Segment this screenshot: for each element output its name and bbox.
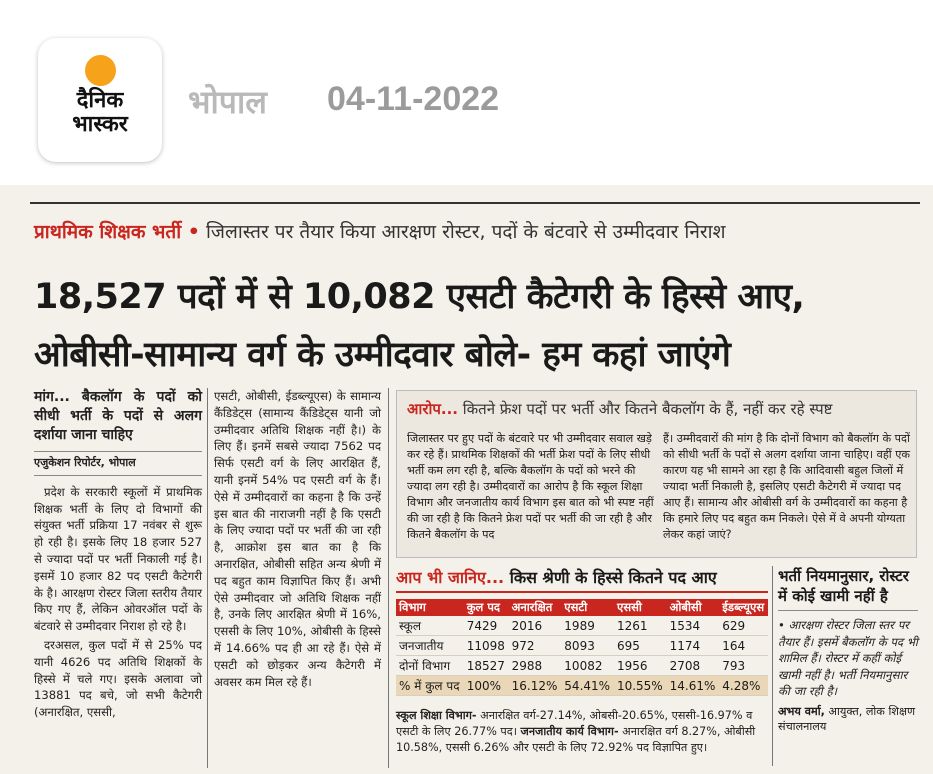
article-kicker	[34, 218, 726, 244]
table-cell: दोनों विभाग	[396, 656, 464, 676]
table-cell: 16.12%	[509, 676, 562, 696]
table-cell: 2016	[509, 616, 562, 636]
article-paragraph-2: दरअसल, कुल पदों में से 25% पद यानी 4626 पद अतिथि शिक्षकों के हिस्से में चले गए। इसके अलावा जो 13881 पद बचे, जो सभी कैटेगरी (अनारक्षित, एससी,	[34, 637, 202, 720]
table-cell: 100%	[464, 676, 509, 696]
headline-line2: ओबीसी-सामान्य वर्ग के उम्मीदवार बोले- हम कहां जाएंगे	[34, 335, 731, 375]
statement-signature	[778, 704, 918, 734]
edition-city: भोपाल	[188, 83, 267, 121]
table-cell: 1989	[561, 616, 614, 636]
table-cell: 54.41%	[561, 676, 614, 696]
byline: एजुकेशन रिपोर्टर, भोपाल	[34, 451, 202, 476]
department-breakdown-note	[396, 708, 768, 756]
table-cell: 2708	[667, 656, 720, 676]
allegation-label: आरोप...	[407, 400, 458, 418]
table-cell: 18527	[464, 656, 509, 676]
table-row	[396, 636, 768, 656]
table-cell: 1534	[667, 616, 720, 636]
table-cell: 7429	[464, 616, 509, 636]
note1-label: स्कूल शिक्षा विभाग-	[396, 709, 477, 722]
know-label: आप भी जानिए...	[396, 568, 505, 587]
table-row	[396, 616, 768, 636]
article-column-1	[34, 388, 202, 723]
table-cell: 1174	[667, 636, 720, 656]
column-divider	[772, 566, 773, 766]
posts-table	[396, 599, 768, 696]
logo-line1: दैनिक	[76, 88, 124, 113]
note1-text: अनारक्षित वर्ग-27.14%, ओबसी-20.65%, एससी-16.97% व एसटी के लिए 26.77% पद।	[396, 709, 753, 738]
column-header: विभाग	[396, 599, 464, 616]
dainik-bhaskar-logo[interactable]	[38, 38, 162, 162]
table-cell: 1261	[614, 616, 667, 636]
official-name: अभय वर्मा,	[778, 704, 825, 718]
column-divider	[207, 388, 208, 768]
table-cell: जनजातीय	[396, 636, 464, 656]
table-cell: स्कूल	[396, 616, 464, 636]
allegation-title	[407, 399, 832, 419]
know-heading: किस श्रेणी के हिस्से कितने पद आए	[509, 568, 717, 587]
headline-line1: 18,527 पदों में से 10,082 एसटी कैटेगरी के हिस्से आए,	[34, 277, 805, 317]
app-header	[0, 0, 933, 185]
table-row-percent	[396, 676, 768, 696]
column-divider	[388, 388, 389, 768]
column-header: अनारक्षित	[509, 599, 562, 616]
column-header: ईडब्ल्यूएस	[719, 599, 768, 616]
column-header: एससी	[614, 599, 667, 616]
column-header: एसटी	[561, 599, 614, 616]
allegation-text-2: हैं। उम्मीदवारों की मांग है कि दोनों विभाग को बैकलॉग के पदों को सीधी भर्ती के पदों से अलग दर्शाया जाना चाहिए। वहीं एक कारण यह भी सामने आ रहा है कि आदिवासी बहुल जिलों में ज्यादा भर्ती निकाली है, इसलिए एसटी कैटेगरी में ज्यादा पद आए हैं। सामान्य और ओबीसी वर्ग के उम्मीदवारों का कहना है कि हमारे लिए पद बहुत कम निकले। ऐसे में वे अपनी योग्यता लेकर कहां जाएं?	[663, 432, 911, 541]
table-cell: 164	[719, 636, 768, 656]
table-cell: 793	[719, 656, 768, 676]
allegation-text-1: जिलास्तर पर हुए पदों के बंटवारे पर भी उम्मीदवार सवाल खड़े कर रहे हैं। प्राथमिक शिक्षकों की भर्ती फ्रेश पदों के लिए सीधी भर्ती कम लग रही है, बल्कि बैकलॉग के पदों को भरने की ज्यादा लग रही है। उम्मीदवारों का आरोप है कि स्कूल शिक्षा विभाग और जनजातीय कार्य विभाग इस बात को भी स्पष्ट नहीं की जा रही है कि कितने फ्रेश पदों पर भर्ती की जा रही है और कितने बैकलॉग के पद	[407, 432, 654, 541]
table-cell: % में कुल पद	[396, 676, 464, 696]
column-header: ओबीसी	[667, 599, 720, 616]
edition-date: 04-11-2022	[327, 80, 500, 118]
table-cell: 10082	[561, 656, 614, 676]
sun-icon	[85, 55, 116, 86]
column-header: कुल पद	[464, 599, 509, 616]
allegation-box	[396, 390, 917, 558]
table-cell: 629	[719, 616, 768, 636]
table-cell: 972	[509, 636, 562, 656]
category-posts-box	[396, 566, 768, 766]
note2-label: जनजातीय कार्य विभाग-	[520, 725, 619, 738]
table-cell: 14.61%	[667, 676, 720, 696]
table-cell: 8093	[561, 636, 614, 656]
top-rule	[30, 202, 920, 204]
note2-text: अनारक्षित वर्ग 8.27%, ओबीसी 10.58%, एससी 6.26% और एसटी के लिए 72.92% पद विज्ञापित हुए।	[396, 725, 756, 754]
table-cell: 10.55%	[614, 676, 667, 696]
statement-title: भर्ती नियमानुसार, रोस्टर में कोई खामी नहीं है	[778, 566, 918, 611]
kicker-text: जिलास्तर पर तैयार किया आरक्षण रोस्टर, पदों के बंटवारे से उम्मीदवार निराश	[205, 221, 726, 243]
table-header-row	[396, 599, 768, 616]
article-dek: मांग... बैकलॉग के पदों को सीधी भर्ती के पदों से अलग दर्शाया जाना चाहिए	[34, 389, 202, 443]
logo-line2: भास्कर	[72, 112, 128, 137]
table-cell: 695	[614, 636, 667, 656]
table-row	[396, 656, 768, 676]
allegation-heading: कितने फ्रेश पदों पर भर्ती और कितने बैकलॉग के हैं, नहीं कर रहे स्पष्ट	[462, 400, 833, 418]
official-statement-box	[778, 566, 918, 734]
statement-quote: • आरक्षण रोस्टर जिला स्तर पर तैयार हैं। इसमें बैकलॉग के पद भी शामिल हैं। रोस्टर में कहीं कोई खामी नहीं है। भर्ती नियमानुसार की जा रही है।	[778, 618, 918, 698]
article-column-2	[214, 388, 381, 690]
table-cell: 1956	[614, 656, 667, 676]
table-cell: 11098	[464, 636, 509, 656]
table-cell: 2988	[509, 656, 562, 676]
kicker-section: प्राथमिक शिक्षक भर्ती •	[34, 221, 200, 243]
category-posts-title	[396, 566, 768, 593]
official-role: आयुक्त, लोक शिक्षण संचालनालय	[778, 704, 916, 733]
article-paragraph-1: प्रदेश के सरकारी स्कूलों में प्राथमिक शिक्षक भर्ती के लिए दो विभागों की संयुक्त भर्ती प्रक्रिया 17 नवंबर से शुरू हो रही है। इसके लिए 18 हजार 527 से ज्यादा पदों पर भर्ती निकाली गई है। इसमें 10 हजार 82 पद एसटी कैटेगरी के है। आरक्षण रोस्टर जिला स्तरीय तैयार किए गए हैं, लेकिन ओवरऑल पदों के बंटवारे से उम्मीदवार निराश हो रहे है।	[34, 484, 202, 634]
article-paragraph-3: एसटी, ओबीसी, ईडब्ल्यूएस) के सामान्य कैंडिडेट्स (सामान्य कैंडिडेट्स यानी जो उम्मीदवार अतिथि शिक्षक नहीं है।) के लिए हैं। इनमें सबसे ज्यादा 7562 पद सिर्फ एसटी वर्ग के लिए आरक्षित हैं, यानी इनमें 54% पद एसटी वर्ग के हैं। ऐसे में उम्मीदवारों का कहना है कि उन्हें इस बात की नाराजगी नहीं है कि एसटी के लिए ज्यादा पदों पर भर्ती की जा रही है, आक्रोश इस बात का है कि अनारक्षित, ओबीसी सहित अन्य श्रेणी में पद बहुत काम विज्ञापित किए हैं। अभी ऐसे उम्मीदवार जो अतिथि शिक्षक नहीं है, उनके लिए आरक्षित श्रेणी में 16%, एससी के लिए 10%, ओबीसी के हिस्से में 14.66% पद ही आ रहे हैं। ऐसे में एसटी को छोड़कर अन्य कैटेगरी में अवसर कम मिल रहे हैं।	[214, 389, 381, 689]
table-cell: 4.28%	[719, 676, 768, 696]
